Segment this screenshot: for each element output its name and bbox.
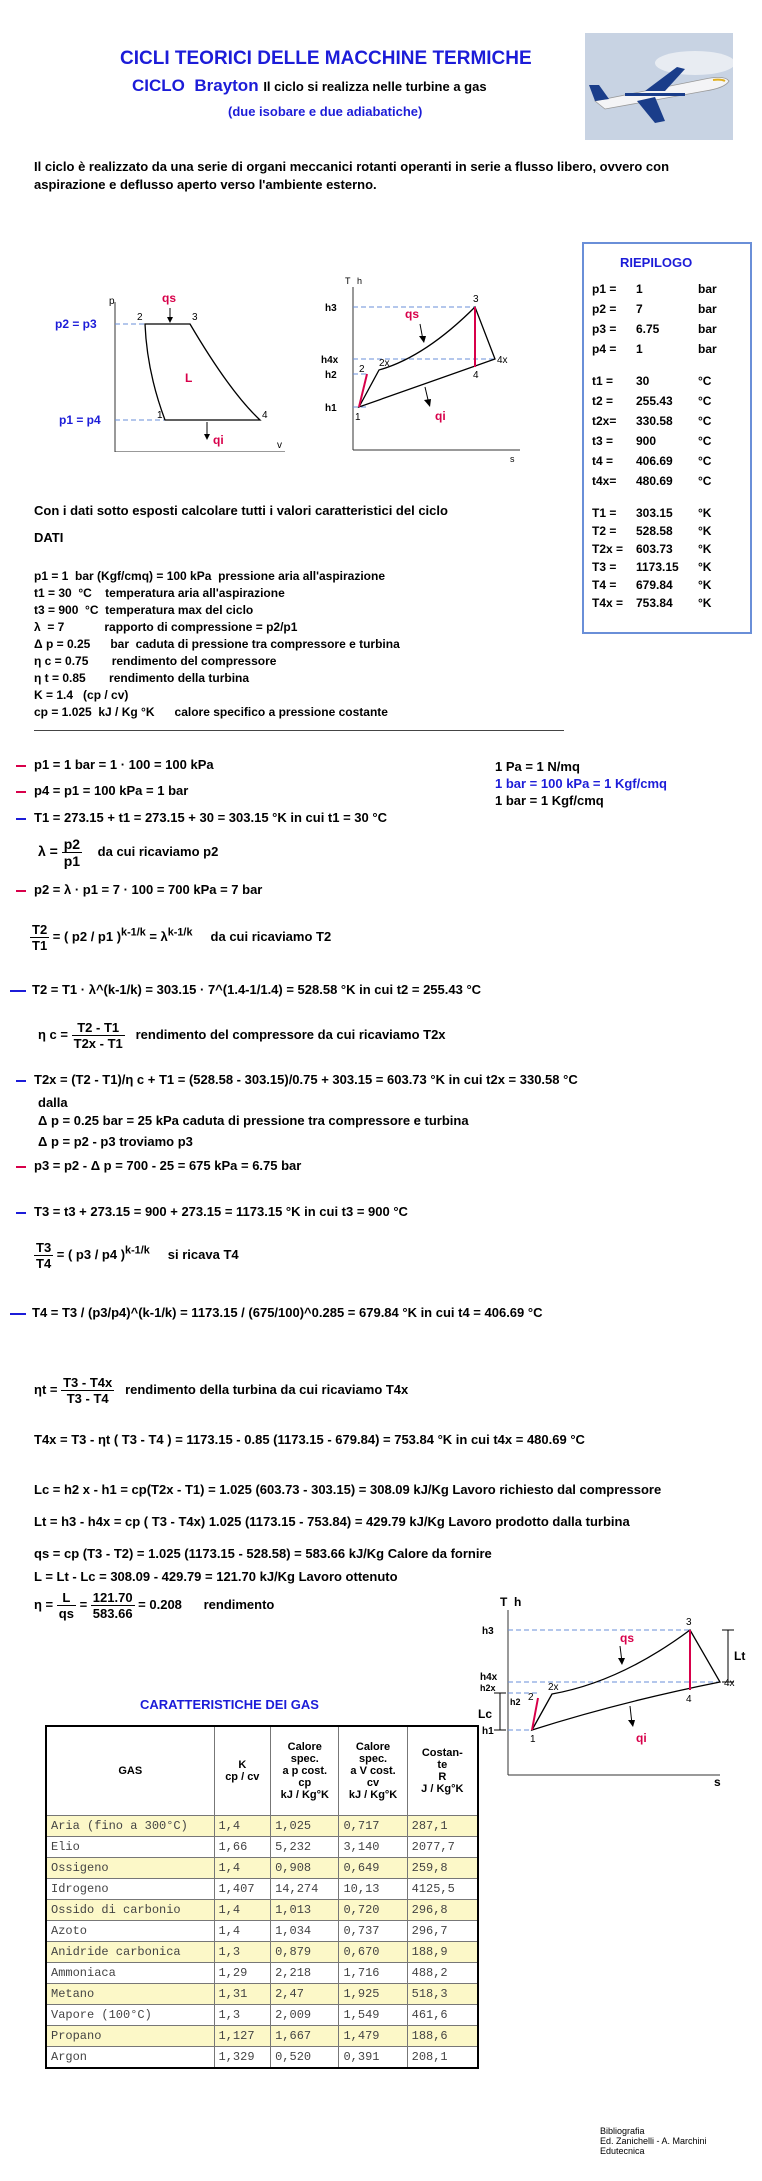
prompt-text: Con i dati sotto esposti calcolare tutti i valori caratteristici del ciclo xyxy=(34,503,448,518)
work-label: L xyxy=(185,371,193,385)
gas-table-cell: 1,29 xyxy=(214,1963,271,1984)
gas-table-cell: 1,329 xyxy=(214,2047,271,2069)
gas-table-cell: Argon xyxy=(46,2047,214,2069)
summary-row xyxy=(592,302,717,316)
ts2-point-4: 4 xyxy=(686,1694,692,1705)
gas-table-row xyxy=(46,1963,478,1984)
ts2-qs-label: qs xyxy=(620,1631,635,1645)
summary-value: 303.15 xyxy=(636,506,673,520)
ts2-point-2: 2 xyxy=(528,1692,534,1703)
summary-value: 900 xyxy=(636,434,657,448)
dati-line: K = 1.4 (cp / cv) xyxy=(34,688,129,702)
etac-lhs: η c = xyxy=(38,1026,68,1042)
calc-dp2: Δ p = p2 - p3 troviamo p3 xyxy=(38,1134,193,1149)
marker-blue xyxy=(16,1212,26,1214)
t2-ratio-formula: $\frac{T2}{T1}$ = ( p2 / p1 )$^{k-1/k} = \lambda^{k-1/k}$ da cui ricaviamo T2 xyxy=(32,922,332,953)
gas-table-cell: 0,391 xyxy=(339,2047,407,2069)
eta-d1: qs xyxy=(58,1606,74,1621)
gas-table-cell: 1,31 xyxy=(214,1984,271,2005)
summary-row xyxy=(592,282,717,296)
etat-num: T3 - T4x xyxy=(63,1375,113,1390)
calc-qs: qs = cp (T3 - T2) = 1.025 (1173.15 - 528.58) = 583.66 kJ/Kg Calore da fornire xyxy=(34,1546,492,1561)
ts-qi-label: qi xyxy=(435,409,446,423)
pa-note-2: 1 bar = 100 kPa = 1 Kgf/cmq xyxy=(495,776,667,791)
summary-value: 6.75 xyxy=(636,322,660,336)
gas-column-header: K cp / cv xyxy=(214,1726,271,1816)
marker-red xyxy=(16,765,26,767)
dati-line: t3 = 900 °C temperatura max del ciclo xyxy=(34,603,254,617)
gas-table-cell: 1,4 xyxy=(214,1816,271,1837)
cycle-name: Brayton xyxy=(194,76,259,95)
summary-value: 255.43 xyxy=(636,394,673,408)
calc-T4x: T4x = T3 - ηt ( T3 - T4 ) = 1173.15 - 0.85 (1173.15 - 679.84) = 753.84 °K in cui t4x = 480.69 °C xyxy=(34,1432,585,1447)
summary-row xyxy=(592,454,711,468)
calc-p2: p2 = λ · p1 = 7 · 100 = 700 kPa = 7 bar xyxy=(34,882,263,897)
t2ratio-num: T2 xyxy=(32,922,48,937)
summary-unit: bar xyxy=(698,322,717,336)
summary-row xyxy=(592,596,711,610)
gas-table-row xyxy=(46,2026,478,2047)
gas-table-cell: 518,3 xyxy=(407,1984,478,2005)
gas-table-row xyxy=(46,1900,478,1921)
p1p4-label: p1 = p4 xyxy=(59,413,101,427)
etat-den: T3 - T4 xyxy=(66,1391,109,1406)
ts2-lt-label: Lt xyxy=(734,1649,746,1663)
summary-unit: °K xyxy=(698,578,712,592)
summary-unit: °C xyxy=(698,474,712,488)
s-axis-label: s xyxy=(510,454,515,462)
calc-p4: p4 = p1 = 100 kPa = 1 bar xyxy=(34,783,189,798)
bib-line: Bibliografia xyxy=(600,2126,645,2136)
gas-table-cell: 1,407 xyxy=(214,1879,271,1900)
t2ratio-text: da cui ricaviamo T2 xyxy=(210,928,332,944)
ts2-h2x-label: h2x xyxy=(480,1683,496,1693)
gas-column-header: GAS xyxy=(46,1726,214,1816)
t34-text: si ricava T4 xyxy=(167,1246,239,1262)
gas-table-cell: 1,479 xyxy=(339,2026,407,2047)
gas-table-cell: Ossigeno xyxy=(46,1858,214,1879)
summary-key: T2 = xyxy=(592,524,617,538)
lambda-formula xyxy=(38,836,218,869)
gas-table-cell: 10,13 xyxy=(339,1879,407,1900)
calc-Lc: Lc = h2 x - h1 = cp(T2x - T1) = 1.025 (603.73 - 303.15) = 308.09 kJ/Kg Lavoro richiesto dal compressore xyxy=(34,1482,662,1497)
calc-p1: p1 = 1 bar = 1 · 100 = 100 kPa xyxy=(34,757,214,772)
h3-label: h3 xyxy=(325,303,337,314)
lambda-text: da cui ricaviamo p2 xyxy=(97,844,219,860)
gas-table-row xyxy=(46,2047,478,2069)
gas-table-header xyxy=(46,1726,478,1816)
summary-row xyxy=(592,506,711,520)
lambda-num: p2 xyxy=(63,836,81,852)
gas-table-cell: Elio xyxy=(46,1837,214,1858)
gas-table-cell: 0,908 xyxy=(271,1858,339,1879)
summary-unit: bar xyxy=(698,342,717,356)
gas-table-row xyxy=(46,1879,478,1900)
gas-table-cell: 5,232 xyxy=(271,1837,339,1858)
ts2-t-axis-label: T xyxy=(500,1595,508,1609)
summary-key: T1 = xyxy=(592,506,617,520)
t2ratio-den: T1 xyxy=(32,938,48,953)
summary-row xyxy=(592,434,711,448)
ts-diagram-2 xyxy=(470,1590,762,1790)
gas-table-cell: 1,034 xyxy=(271,1921,339,1942)
gas-table-row xyxy=(46,1858,478,1879)
dati-list xyxy=(34,568,400,721)
calc-T2x: T2x = (T2 - T1)/η c + T1 = (528.58 - 303.15)/0.75 + 303.15 = 603.73 °K in cui t2x = 330.58 °C xyxy=(34,1072,578,1087)
etac-den: T2x - T1 xyxy=(73,1036,123,1051)
gas-table-cell: 1,025 xyxy=(271,1816,339,1837)
gas-table-body xyxy=(46,1816,478,2069)
eta-n1: L xyxy=(57,1590,76,1606)
summary-key: t2x= xyxy=(592,414,617,428)
summary-unit: °K xyxy=(698,506,712,520)
h1-label: h1 xyxy=(325,403,337,414)
summary-unit: °C xyxy=(698,414,712,428)
calc-p3: p3 = p2 - Δ p = 700 - 25 = 675 kPa = 6.75 bar xyxy=(34,1158,302,1173)
summary-row xyxy=(592,394,711,408)
ts-qs-label: qs xyxy=(405,307,420,321)
gas-table-cell: 287,1 xyxy=(407,1816,478,1837)
calc-L: L = Lt - Lc = 308.09 - 429.79 = 121.70 kJ/Kg Lavoro ottenuto xyxy=(34,1569,398,1584)
gas-table-cell: Ammoniaca xyxy=(46,1963,214,1984)
summary-unit: °K xyxy=(698,524,712,538)
marker-blue xyxy=(10,990,26,992)
summary-row xyxy=(592,322,717,336)
summary-unit: °C xyxy=(698,394,712,408)
summary-key: t4x= xyxy=(592,474,617,488)
summary-box xyxy=(582,242,752,634)
gas-table-cell: 1,013 xyxy=(271,1900,339,1921)
gas-table-row xyxy=(46,1921,478,1942)
marker-blue xyxy=(10,1313,26,1315)
gas-table-cell: 1,4 xyxy=(214,1921,271,1942)
eta-lhs: η = xyxy=(34,1596,54,1612)
summary-unit: bar xyxy=(698,282,717,296)
divider xyxy=(34,730,564,731)
ts2-point-4x: 4x xyxy=(724,1678,735,1689)
gas-table-cell: 1,127 xyxy=(214,2026,271,2047)
summary-unit: °C xyxy=(698,454,712,468)
dati-heading: DATI xyxy=(34,530,64,545)
marker-blue xyxy=(16,1080,26,1082)
pa-note-1: 1 Pa = 1 N/mq xyxy=(495,759,580,774)
gas-table-cell: 14,274 xyxy=(271,1879,339,1900)
pa-note-3: 1 bar = 1 Kgf/cmq xyxy=(495,793,604,808)
bib-line: Ed. Zanichelli - A. Marchini xyxy=(600,2136,707,2146)
dati-line: t1 = 30 °C temperatura aria all'aspirazione xyxy=(34,586,285,600)
gas-table-cell: Propano xyxy=(46,2026,214,2047)
gas-table-cell: 1,667 xyxy=(271,2026,339,2047)
gas-table-cell: 259,8 xyxy=(407,1858,478,1879)
gas-table-cell: 0,737 xyxy=(339,1921,407,1942)
eta-d2: 583.66 xyxy=(92,1606,133,1621)
gas-table-cell: 208,1 xyxy=(407,2047,478,2069)
ts2-point-1: 1 xyxy=(530,1734,536,1745)
cycle-note: (due isobare e due adiabatiche) xyxy=(228,104,423,119)
summary-key: T4 = xyxy=(592,578,617,592)
summary-value: 480.69 xyxy=(636,474,673,488)
dati-line: p1 = 1 bar (Kgf/cmq) = 100 kPa pressione aria all'aspirazione xyxy=(34,569,385,583)
gas-table-cell: 0,720 xyxy=(339,1900,407,1921)
h4x-label: h4x xyxy=(321,355,339,366)
gas-table-heading: CARATTERISTICHE DEI GAS xyxy=(140,1697,319,1712)
gas-table-cell: Vapore (100°C) xyxy=(46,2005,214,2026)
etac-num: T2 - T1 xyxy=(72,1020,125,1036)
gas-table-cell: 0,520 xyxy=(271,2047,339,2069)
ts2-h-axis-label: h xyxy=(514,1595,522,1609)
summary-key: p1 = xyxy=(592,282,617,296)
gas-table-row xyxy=(46,2005,478,2026)
p2p3-label: p2 = p3 xyxy=(55,317,97,331)
lambda-lhs: λ = xyxy=(38,843,58,860)
summary-row xyxy=(592,374,711,388)
airplane-image xyxy=(585,33,733,140)
summary-key: T3 = xyxy=(592,560,617,574)
summary-unit: °K xyxy=(698,560,712,574)
dati-line: Δ p = 0.25 bar caduta di pressione tra compressore e turbina xyxy=(34,637,400,651)
gas-table-cell: 1,925 xyxy=(339,1984,407,2005)
ts-point-4x: 4x xyxy=(497,355,508,366)
gas-column-header: Costan- te R J / Kg°K xyxy=(407,1726,478,1816)
gas-table-cell: 296,7 xyxy=(407,1921,478,1942)
calc-Lt: Lt = h3 - h4x = cp ( T3 - T4x) 1.025 (1173.15 - 753.84) = 429.79 kJ/Kg Lavoro prodotto dalla turbina xyxy=(34,1514,630,1529)
gas-table-cell: Metano xyxy=(46,1984,214,2005)
gas-column-header: Calore spec. a p cost. cp kJ / Kg°K xyxy=(271,1726,339,1816)
gas-table-cell: 0,879 xyxy=(271,1942,339,1963)
v-axis-label: v xyxy=(277,440,282,451)
cycle-label: CICLO xyxy=(132,76,185,95)
cycle-heading xyxy=(132,76,487,96)
pv-point-4: 4 xyxy=(262,410,268,421)
summary-row xyxy=(592,414,711,428)
cycle-desc: Il ciclo si realizza nelle turbine a gas xyxy=(263,79,487,94)
summary-value: 330.58 xyxy=(636,414,673,428)
gas-table-cell: 1,66 xyxy=(214,1837,271,1858)
summary-value: 1 xyxy=(636,342,643,356)
gas-table-cell: 3,140 xyxy=(339,1837,407,1858)
pv-point-2: 2 xyxy=(137,312,143,323)
summary-value: 30 xyxy=(636,374,650,388)
ts2-s-axis-label: s xyxy=(714,1775,721,1789)
gas-table-cell: 4125,5 xyxy=(407,1879,478,1900)
calc-T3: T3 = t3 + 273.15 = 900 + 273.15 = 1173.15 °K in cui t3 = 900 °C xyxy=(34,1204,408,1219)
summary-value: 7 xyxy=(636,302,643,316)
ts-point-2x: 2x xyxy=(379,358,390,369)
gas-table-cell: 0,649 xyxy=(339,1858,407,1879)
summary-unit: bar xyxy=(698,302,717,316)
marker-red xyxy=(16,1166,26,1168)
gas-table-cell: 1,3 xyxy=(214,2005,271,2026)
pv-point-1: 1 xyxy=(157,410,163,421)
summary-heading: RIEPILOGO xyxy=(620,255,693,270)
eta-text: rendimento xyxy=(203,1596,275,1612)
gas-table-cell: Ossido di carbonio xyxy=(46,1900,214,1921)
gas-table-cell: 2,47 xyxy=(271,1984,339,2005)
gas-table-cell: 2,009 xyxy=(271,2005,339,2026)
dalla-label: dalla xyxy=(38,1095,68,1110)
lambda-den: p1 xyxy=(63,853,81,869)
summary-value: 1 xyxy=(636,282,643,296)
ts2-h3-label: h3 xyxy=(482,1626,494,1637)
page-title: CICLI TEORICI DELLE MACCHINE TERMICHE xyxy=(120,48,532,69)
marker-blue xyxy=(16,818,26,820)
gas-table-cell: 1,4 xyxy=(214,1900,271,1921)
calc-dp1: Δ p = 0.25 bar = 25 kPa caduta di pressione tra compressore e turbina xyxy=(38,1113,469,1128)
gas-table-cell: 0,670 xyxy=(339,1942,407,1963)
dati-line: η c = 0.75 rendimento del compressore xyxy=(34,654,277,668)
gas-table-cell: 296,8 xyxy=(407,1900,478,1921)
summary-unit: °K xyxy=(698,596,712,610)
airplane-icon xyxy=(585,33,733,140)
marker-red xyxy=(16,890,26,892)
intro-text: Il ciclo è realizzato da una serie di organi meccanici rotanti operanti in serie a flusso libero, ovvero con aspirazione e deflusso aperto verso l'ambiente esterno. xyxy=(34,159,670,192)
summary-value: 603.73 xyxy=(636,542,673,556)
gas-table-cell: 188,6 xyxy=(407,2026,478,2047)
gas-table-cell: 488,2 xyxy=(407,1963,478,1984)
etat-text: rendimento della turbina da cui ricaviamo T4x xyxy=(125,1381,409,1397)
h2-label: h2 xyxy=(325,370,337,381)
gas-table-row xyxy=(46,1837,478,1858)
ts2-h1-label: h1 xyxy=(482,1726,494,1737)
gas-table-cell: Anidride carbonica xyxy=(46,1942,214,1963)
gas-table-cell: 188,9 xyxy=(407,1942,478,1963)
summary-row xyxy=(592,542,711,556)
summary-unit: °C xyxy=(698,374,712,388)
eta-n2: 121.70 xyxy=(92,1590,133,1605)
summary-key: p3 = xyxy=(592,322,617,336)
gas-table-cell: 1,4 xyxy=(214,1858,271,1879)
gas-column-header: Calore spec. a V cost. cv kJ / Kg°K xyxy=(339,1726,407,1816)
summary-value: 528.58 xyxy=(636,524,673,538)
summary-key: t4 = xyxy=(592,454,614,468)
summary-key: T2x = xyxy=(592,542,624,556)
calc-T1: T1 = 273.15 + t1 = 273.15 + 30 = 303.15 °K in cui t1 = 30 °C xyxy=(34,810,387,825)
qs-label: qs xyxy=(162,291,177,305)
h-axis-label: h xyxy=(357,276,363,286)
gas-table-cell: 2,218 xyxy=(271,1963,339,1984)
gas-table-cell: Aria (fino a 300°C) xyxy=(46,1816,214,1837)
ts-point-3: 3 xyxy=(473,294,479,305)
calc-T4: T4 = T3 / (p3/p4)^(k-1/k) = 1173.15 / (675/100)^0.285 = 679.84 °K in cui t4 = 406.69 °C xyxy=(32,1305,543,1320)
gas-table-row xyxy=(46,1942,478,1963)
summary-row xyxy=(592,524,711,538)
t34-formula: $\frac{T3}{T4}$ = ( p3 / p4 )$^{k-1/k}$ si ricava T4 xyxy=(36,1240,239,1271)
pv-diagram xyxy=(55,262,305,452)
etac-text: rendimento del compressore da cui ricaviamo T2x xyxy=(135,1026,446,1042)
summary-row xyxy=(592,474,711,488)
summary-value: 1173.15 xyxy=(636,560,679,574)
ts2-qi-label: qi xyxy=(636,1731,647,1745)
gas-table-cell: Azoto xyxy=(46,1921,214,1942)
etat-lhs: ηt = xyxy=(34,1381,58,1397)
gas-table-cell: Idrogeno xyxy=(46,1879,214,1900)
dati-line: cp = 1.025 kJ / Kg °K calore specifico a pressione costante xyxy=(34,705,388,719)
summary-key: T4x = xyxy=(592,596,624,610)
t-axis-label: T xyxy=(345,276,351,286)
summary-value: 753.84 xyxy=(636,596,673,610)
gas-table-cell: 1,716 xyxy=(339,1963,407,1984)
ts-diagram xyxy=(295,262,540,462)
eta-c-formula xyxy=(38,1020,446,1051)
ts2-point-2x: 2x xyxy=(548,1682,559,1693)
gas-table-cell: 1,549 xyxy=(339,2005,407,2026)
summary-value: 679.84 xyxy=(636,578,673,592)
p-axis-label: p xyxy=(109,296,115,307)
dati-line: λ = 7 rapporto di compressione = p2/p1 xyxy=(34,620,298,634)
ts2-lc-label: Lc xyxy=(478,1707,493,1721)
gas-table-row xyxy=(46,1984,478,2005)
ts-point-1: 1 xyxy=(355,412,361,423)
bibliography xyxy=(600,2126,707,2156)
summary-key: t3 = xyxy=(592,434,614,448)
eta-formula: η = $\frac{L}{qs}$ = $\frac{121.70}{583.66}$ = 0.208 rendimento xyxy=(34,1590,275,1621)
gas-table-cell: 0,717 xyxy=(339,1816,407,1837)
gas-table xyxy=(45,1725,479,2069)
ts2-h4x-label: h4x xyxy=(480,1672,498,1683)
dati-line: η t = 0.85 rendimento della turbina xyxy=(34,671,250,685)
gas-table-cell: 2077,7 xyxy=(407,1837,478,1858)
marker-red xyxy=(16,791,26,793)
gas-table-cell: 1,3 xyxy=(214,1942,271,1963)
summary-key: t1 = xyxy=(592,374,614,388)
summary-key: p2 = xyxy=(592,302,617,316)
eta-t-formula xyxy=(34,1375,408,1406)
summary-row xyxy=(592,342,717,356)
gas-table-cell: 461,6 xyxy=(407,2005,478,2026)
summary-value: 406.69 xyxy=(636,454,673,468)
ts-point-2: 2 xyxy=(359,364,365,375)
bib-line: Edutecnica xyxy=(600,2146,645,2156)
qi-label: qi xyxy=(213,433,224,447)
calc-T2: T2 = T1 · λ^(k-1/k) = 303.15 · 7^(1.4-1/1.4) = 528.58 °K in cui t2 = 255.43 °C xyxy=(32,982,482,997)
summary-row xyxy=(592,578,711,592)
ts-point-4: 4 xyxy=(473,370,479,381)
gas-table-row xyxy=(46,1816,478,1837)
summary-row xyxy=(592,560,711,574)
ts2-point-3: 3 xyxy=(686,1617,692,1628)
summary-unit: °K xyxy=(698,542,712,556)
pv-point-3: 3 xyxy=(192,312,198,323)
eta-value: = 0.208 xyxy=(138,1596,182,1612)
summary-key: t2 = xyxy=(592,394,614,408)
summary-unit: °C xyxy=(698,434,712,448)
ts2-h2-label: h2 xyxy=(510,1697,521,1707)
summary-key: p4 = xyxy=(592,342,617,356)
